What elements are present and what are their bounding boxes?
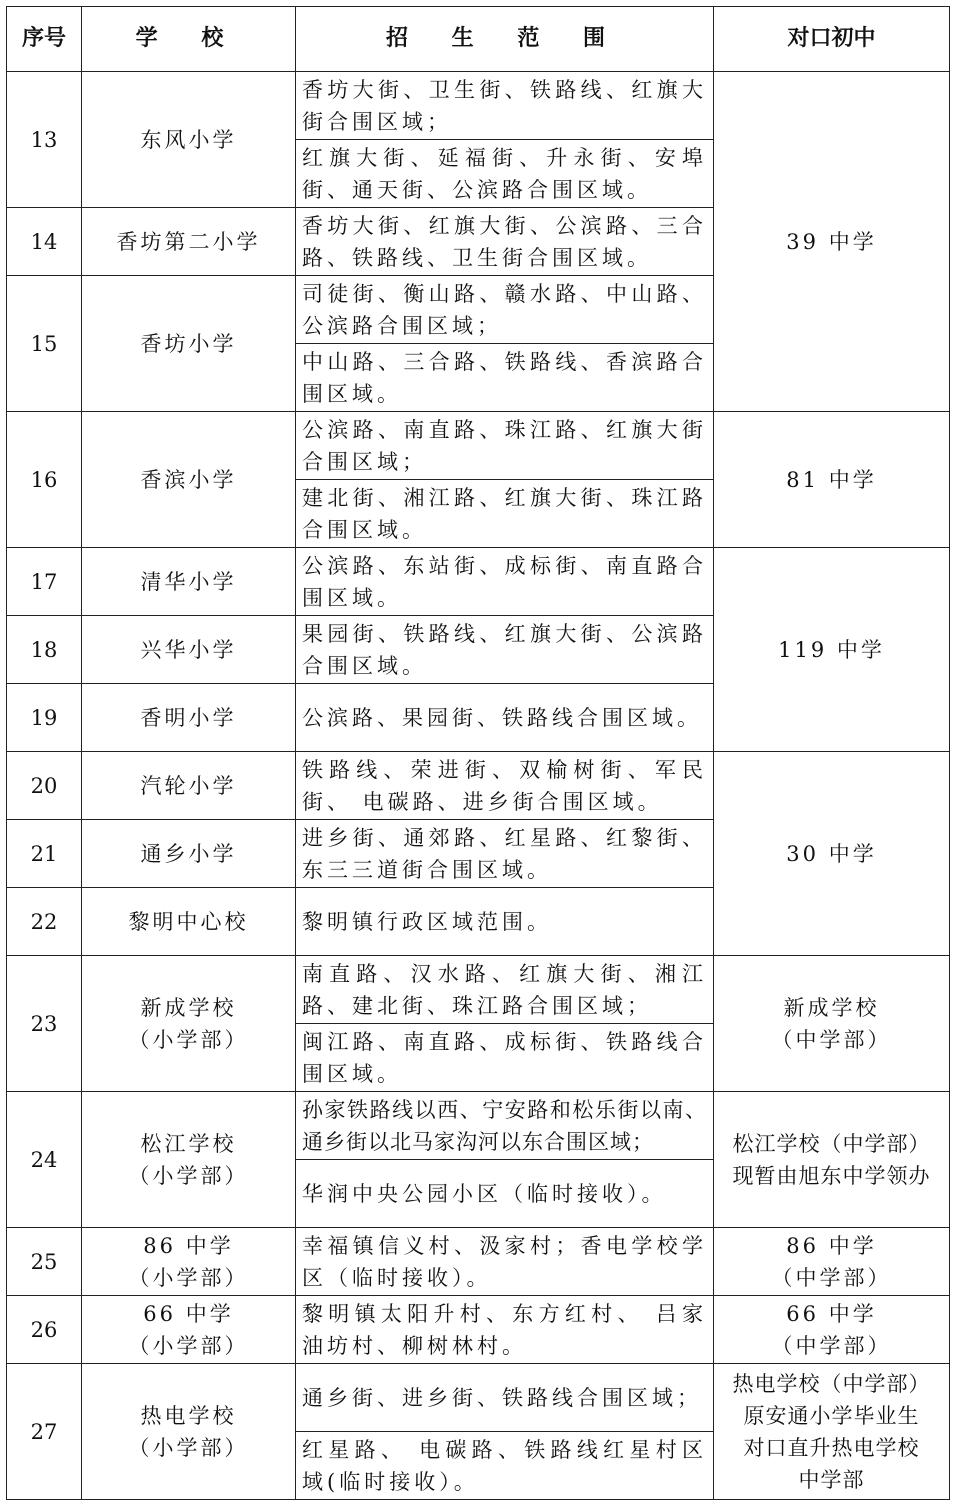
row-number: 16 <box>7 412 82 548</box>
header-range: 招 生 范 围 <box>296 7 714 72</box>
middle-school-cell: 30 中学 <box>714 752 950 956</box>
range-cell: 红星路、 电碳路、铁路线红星村区域(临时接收）。 <box>296 1432 714 1500</box>
middle-school-cell: 松江学校（中学部） 现暂由旭东中学领办 <box>714 1092 950 1228</box>
range-cell: 孙家铁路线以西、宁安路和松乐街以南、通乡街以北马家沟河以东合围区域； <box>296 1092 714 1160</box>
range-cell: 进乡街、通郊路、红星路、红黎街、东三三道街合围区域。 <box>296 820 714 888</box>
table-row <box>7 1228 950 1296</box>
table-row <box>7 548 950 616</box>
range-cell: 公滨路、南直路、珠江路、红旗大街合围区域； <box>296 412 714 480</box>
range-cell: 闽江路、南直路、成标街、铁路线合围区域。 <box>296 1024 714 1092</box>
school-name: 香坊第二小学 <box>82 208 296 276</box>
table-row <box>7 412 950 480</box>
school-name: 香明小学 <box>82 684 296 752</box>
header-middle: 对口初中 <box>714 7 950 72</box>
range-cell: 香坊大街、红旗大街、公滨路、三合路、铁路线、卫生街合围区域。 <box>296 208 714 276</box>
row-number: 23 <box>7 956 82 1092</box>
range-cell: 建北街、湘江路、红旗大街、珠江路合围区域。 <box>296 480 714 548</box>
school-name: 热电学校 （小学部） <box>82 1364 296 1500</box>
range-cell: 红旗大街、延福街、升永街、安埠街、通天街、公滨路合围区域。 <box>296 140 714 208</box>
middle-school-cell: 39 中学 <box>714 72 950 412</box>
header-school: 学 校 <box>82 7 296 72</box>
school-name: 66 中学 （小学部） <box>82 1296 296 1364</box>
school-name: 新成学校 （小学部） <box>82 956 296 1092</box>
table-row <box>7 956 950 1024</box>
range-cell: 南直路、汉水路、红旗大街、湘江路、建北街、珠江路合围区域； <box>296 956 714 1024</box>
row-number: 21 <box>7 820 82 888</box>
middle-school-cell: 81 中学 <box>714 412 950 548</box>
row-number: 18 <box>7 616 82 684</box>
school-name: 东风小学 <box>82 72 296 208</box>
school-name: 86 中学 （小学部） <box>82 1228 296 1296</box>
row-number: 20 <box>7 752 82 820</box>
school-name: 兴华小学 <box>82 616 296 684</box>
row-number: 26 <box>7 1296 82 1364</box>
range-cell: 通乡街、进乡街、铁路线合围区域； <box>296 1364 714 1432</box>
school-name: 通乡小学 <box>82 820 296 888</box>
range-cell: 果园街、铁路线、红旗大街、公滨路合围区域。 <box>296 616 714 684</box>
range-cell: 司徒街、衡山路、赣水路、中山路、公滨路合围区域； <box>296 276 714 344</box>
range-cell: 黎明镇行政区域范围。 <box>296 888 714 956</box>
enrollment-table <box>6 6 950 1500</box>
school-name: 香坊小学 <box>82 276 296 412</box>
range-cell: 香坊大街、卫生街、铁路线、红旗大街合围区域； <box>296 72 714 140</box>
row-number: 22 <box>7 888 82 956</box>
range-cell: 幸福镇信义村、汲家村；香电学校学区（临时接收）。 <box>296 1228 714 1296</box>
school-name: 黎明中心校 <box>82 888 296 956</box>
table-row <box>7 1364 950 1432</box>
row-number: 17 <box>7 548 82 616</box>
range-cell: 中山路、三合路、铁路线、香滨路合围区域。 <box>296 344 714 412</box>
middle-school-cell: 119 中学 <box>714 548 950 752</box>
middle-school-cell: 66 中学 （中学部） <box>714 1296 950 1364</box>
row-number: 24 <box>7 1092 82 1228</box>
row-number: 19 <box>7 684 82 752</box>
row-number: 25 <box>7 1228 82 1296</box>
range-cell: 公滨路、东站街、成标街、南直路合围区域。 <box>296 548 714 616</box>
range-cell: 黎明镇太阳升村、东方红村、 吕家油坊村、柳树林村。 <box>296 1296 714 1364</box>
header-row <box>7 7 950 72</box>
range-cell: 铁路线、荣进街、双榆树街、军民街、 电碳路、进乡街合围区域。 <box>296 752 714 820</box>
row-number: 27 <box>7 1364 82 1500</box>
middle-school-cell: 86 中学 （中学部） <box>714 1228 950 1296</box>
row-number: 15 <box>7 276 82 412</box>
school-name: 汽轮小学 <box>82 752 296 820</box>
school-name: 松江学校 （小学部） <box>82 1092 296 1228</box>
table-row <box>7 752 950 820</box>
middle-school-cell: 新成学校 （中学部） <box>714 956 950 1092</box>
school-name: 清华小学 <box>82 548 296 616</box>
row-number: 13 <box>7 72 82 208</box>
middle-school-cell: 热电学校（中学部） 原安通小学毕业生 对口直升热电学校 中学部 <box>714 1364 950 1500</box>
header-no: 序号 <box>7 7 82 72</box>
table-row <box>7 72 950 140</box>
range-cell: 华润中央公园小区（临时接收）。 <box>296 1160 714 1228</box>
school-name: 香滨小学 <box>82 412 296 548</box>
table-row <box>7 1092 950 1160</box>
row-number: 14 <box>7 208 82 276</box>
range-cell: 公滨路、果园街、铁路线合围区域。 <box>296 684 714 752</box>
table-row <box>7 1296 950 1364</box>
